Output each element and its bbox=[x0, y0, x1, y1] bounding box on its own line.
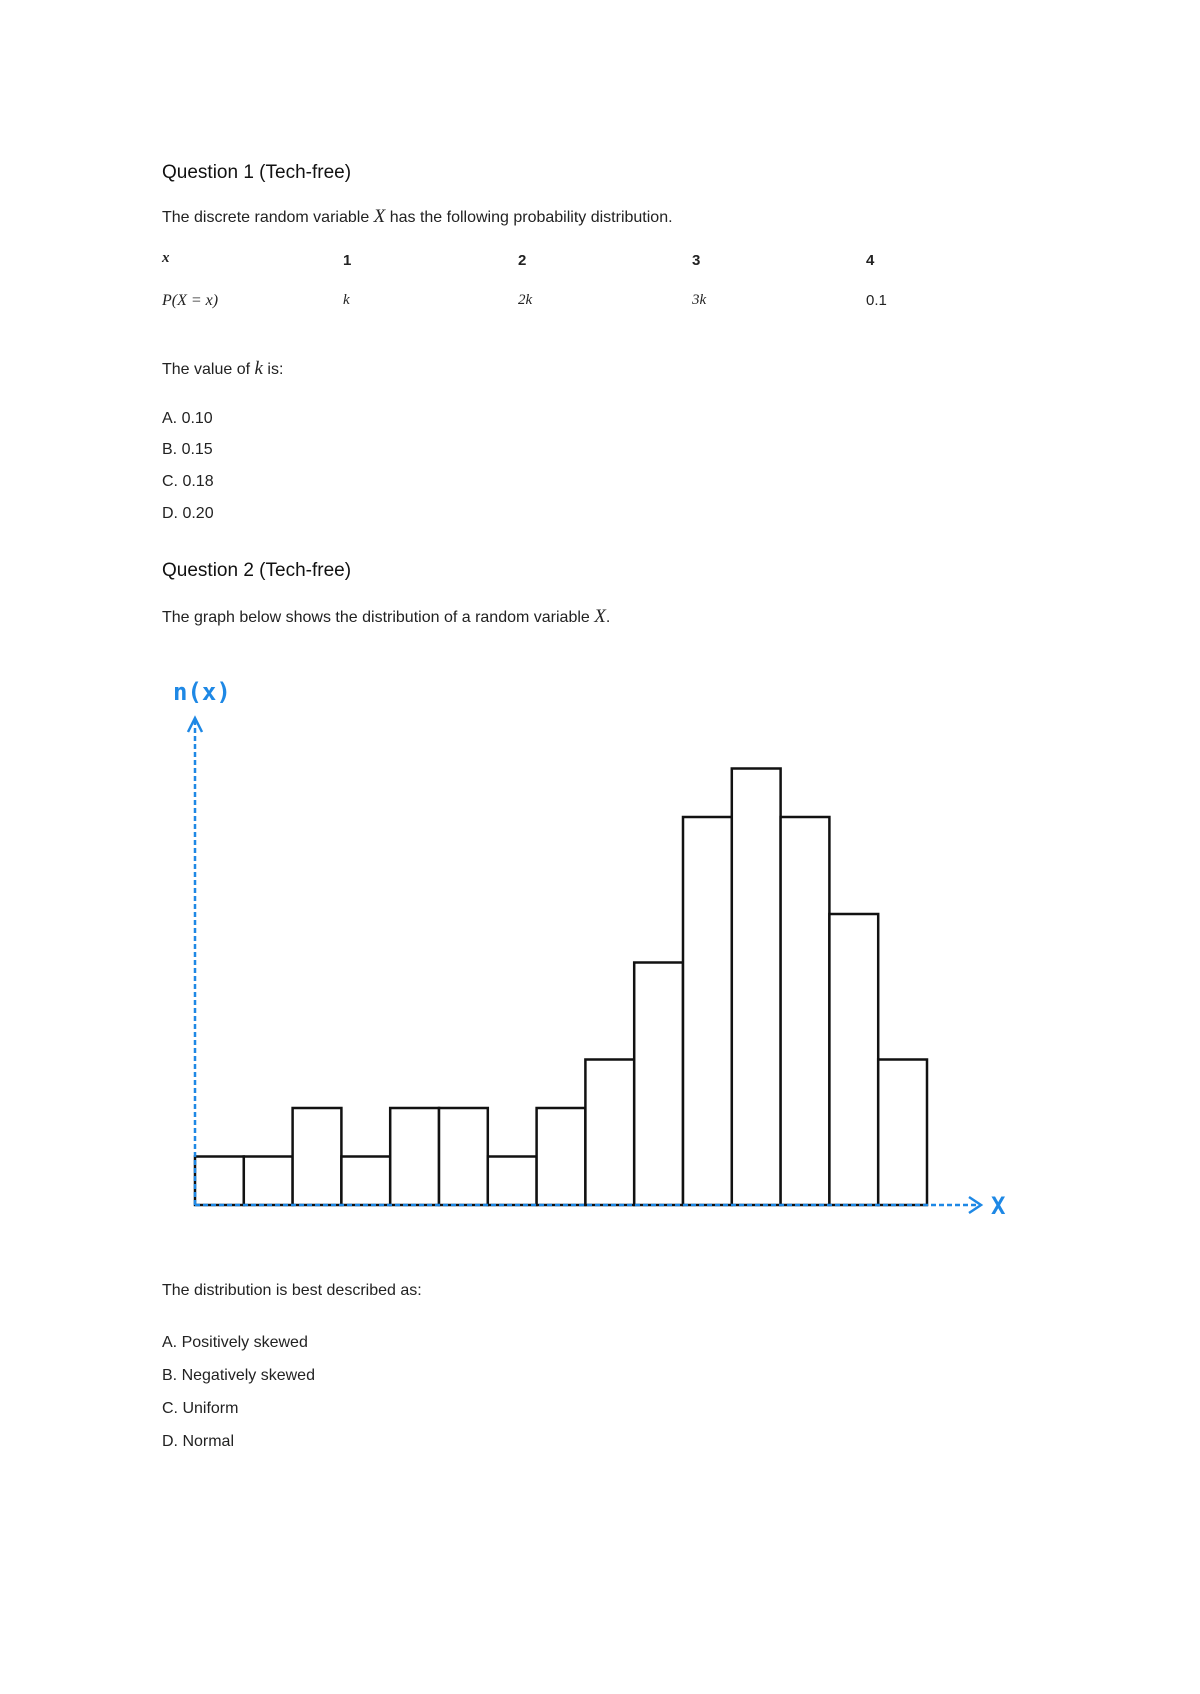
q2-option-d[interactable]: D. Normal bbox=[162, 1433, 235, 1450]
table-cell: k bbox=[343, 292, 350, 308]
variable-x: X bbox=[373, 206, 386, 227]
histogram-bar bbox=[829, 914, 878, 1205]
table-cell: 1 bbox=[343, 252, 352, 269]
intro-text-post: has the following probability distribution. bbox=[385, 209, 673, 226]
q2-option-b[interactable]: B. Negatively skewed bbox=[162, 1367, 315, 1384]
variable-x: X bbox=[594, 606, 606, 627]
histogram-chart bbox=[150, 670, 1030, 1230]
question-2-intro bbox=[162, 606, 610, 628]
histogram-bar bbox=[195, 1157, 244, 1206]
histogram-bar bbox=[683, 817, 732, 1205]
table-cell: 4 bbox=[866, 252, 875, 269]
table-cell: 3k bbox=[692, 292, 707, 308]
table-row2-label: P(X = x) bbox=[162, 292, 219, 309]
question-1-prompt bbox=[162, 358, 283, 380]
q2-option-c[interactable]: C. Uniform bbox=[162, 1400, 239, 1417]
histogram-bar bbox=[341, 1157, 390, 1206]
question-2-prompt: The distribution is best described as: bbox=[162, 1282, 422, 1299]
histogram-bar bbox=[585, 1060, 634, 1206]
intro-text-pre: The discrete random variable bbox=[162, 209, 374, 226]
intro-text-post: . bbox=[605, 609, 611, 626]
histogram-bar bbox=[634, 963, 683, 1206]
y-axis-label: n(x) bbox=[173, 678, 231, 706]
table-cell: 2 bbox=[518, 252, 527, 269]
question-1-intro bbox=[162, 206, 673, 228]
table-cell: 0.1 bbox=[866, 292, 887, 309]
histogram-bar bbox=[537, 1108, 586, 1205]
histogram-bar bbox=[293, 1108, 342, 1205]
table-row1-label: x bbox=[162, 250, 170, 266]
q1-option-a[interactable]: A. 0.10 bbox=[162, 410, 213, 427]
histogram-bar bbox=[488, 1157, 537, 1206]
histogram-bar bbox=[439, 1108, 488, 1205]
histogram-bar bbox=[244, 1157, 293, 1206]
prompt-text-post: is: bbox=[262, 361, 284, 378]
q1-option-b[interactable]: B. 0.15 bbox=[162, 441, 213, 458]
question-1-title: Question 1 (Tech-free) bbox=[162, 162, 352, 183]
x-axis-label: X bbox=[991, 1192, 1006, 1220]
table-cell: 2k bbox=[518, 292, 533, 308]
q2-option-a[interactable]: A. Positively skewed bbox=[162, 1334, 308, 1351]
histogram-bar bbox=[781, 817, 830, 1205]
question-2-title: Question 2 (Tech-free) bbox=[162, 560, 352, 581]
q1-option-d[interactable]: D. 0.20 bbox=[162, 505, 214, 522]
intro-text-pre: The graph below shows the distribution of a random variable bbox=[162, 609, 595, 626]
prompt-text-pre: The value of bbox=[162, 361, 255, 378]
histogram-bar bbox=[732, 769, 781, 1206]
variable-k: k bbox=[254, 358, 263, 379]
q1-option-c[interactable]: C. 0.18 bbox=[162, 473, 214, 490]
table-cell: 3 bbox=[692, 252, 701, 269]
histogram-bar bbox=[390, 1108, 439, 1205]
histogram-bar bbox=[878, 1060, 927, 1206]
